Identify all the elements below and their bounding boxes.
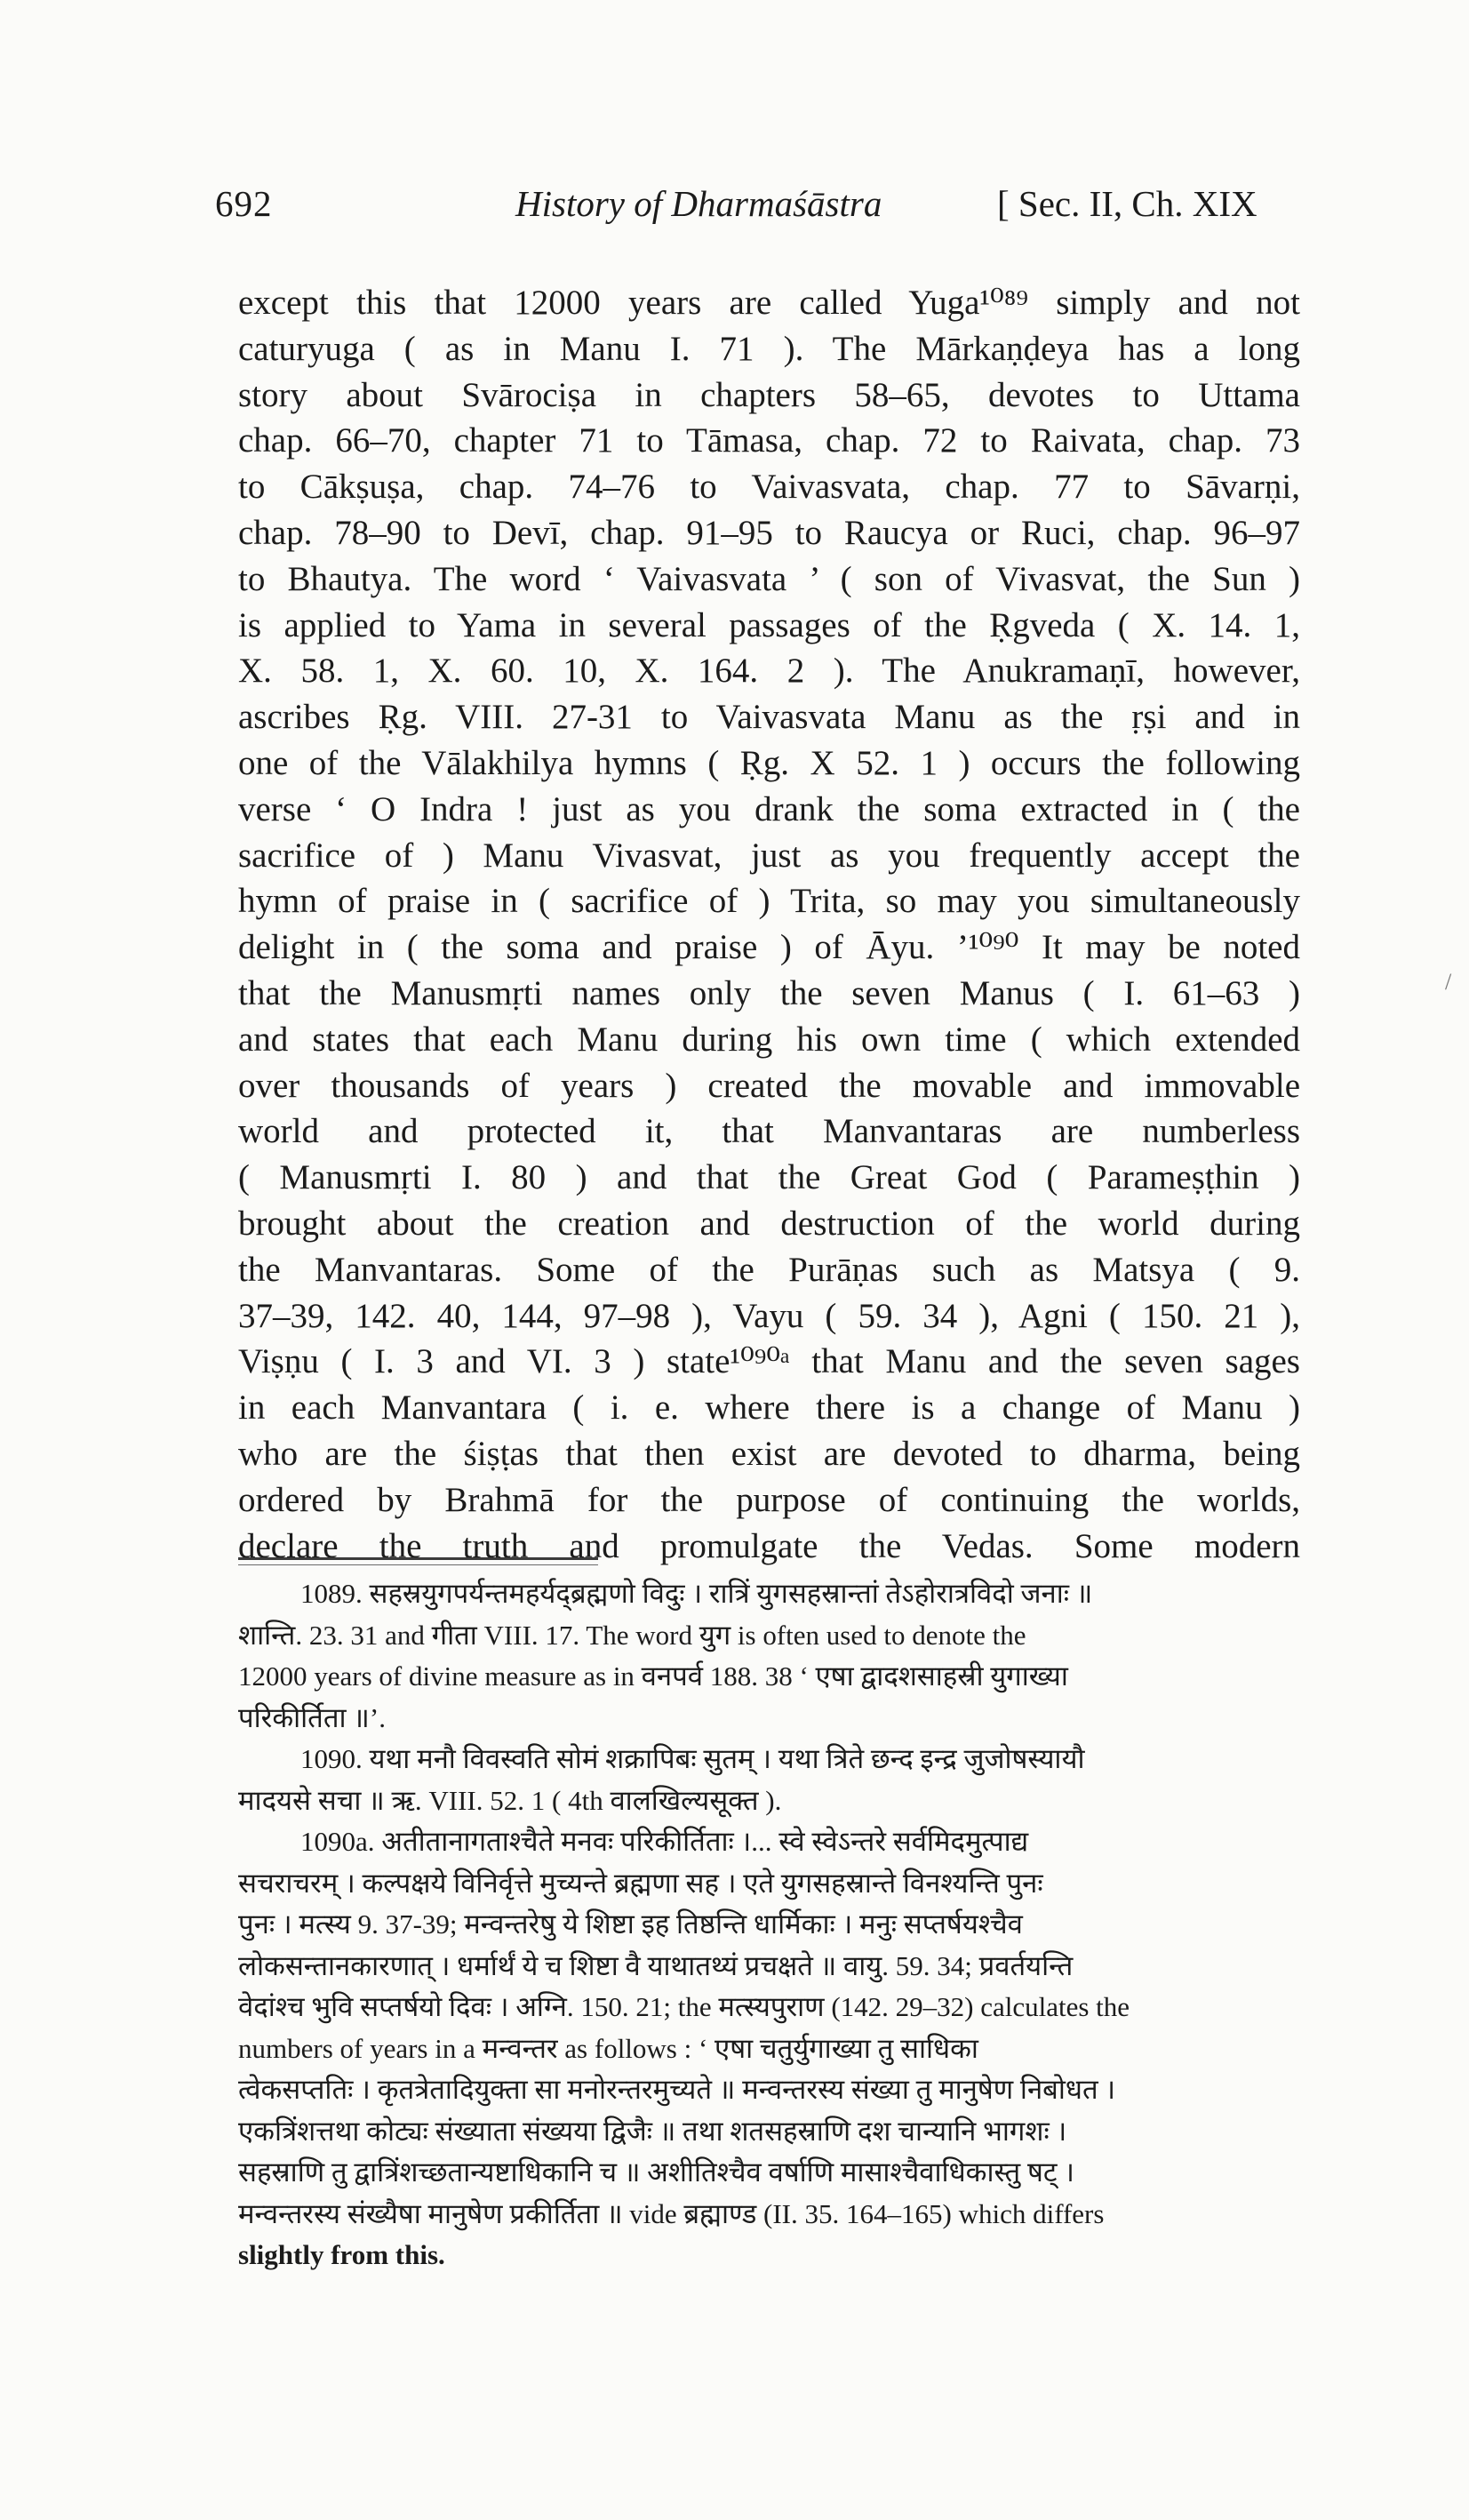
footnote-line: numbers of years in a मन्वन्तर as follows : ‘ एषा चतुर्युगाख्या तु साधिका [238,2032,978,2064]
body-line: X. 58. 1, X. 60. 10, X. 164. 2 ). The Anukramaṇī, however, [238,652,1300,691]
footnote-line: सचराचरम् । कल्पक्षये विनिर्वृत्ते मुच्यन्ते ब्रह्मणा सह । एते युगसहस्रान्ते विनश्यन्ति पुनः [238,1867,1043,1899]
page-number: 692 [215,183,273,224]
body-line: brought about the creation and destruction of the world during [238,1204,1300,1243]
footnote-1090: 1090. यथा मनौ विवस्वति सोमं शक्रापिबः सुतम् । यथा त्रिते छन्द इन्द्र जुजोषस्यायौ [300,1743,1085,1774]
body-line: ( Manusmṛti I. 80 ) and that the Great God ( Parameṣṭhin ) [238,1158,1300,1197]
body-line: to Bhautya. The word ‘ Vaivasvata ’ ( son of Vivasvat, the Sun ) [238,559,1300,598]
body-text [238,280,1300,1569]
body-line: declare the truth and promulgate the Vedas. Some modern [238,1526,1300,1565]
body-line: story about Svārociṣa in chapters 58–65, devotes to Uttama [238,375,1300,414]
body-line: 37–39, 142. 40, 144, 97–98 ), Vayu ( 59. 34 ), Agni ( 150. 21 ), [238,1296,1300,1335]
body-line: in each Manvantara ( i. e. where there is a change of Manu ) [238,1388,1300,1428]
footnote-1089: 1089. सहस्रयुगपर्यन्तमहर्यद्ब्रह्मणो विदुः । रात्रिं युगसहस्रान्तां तेऽहोरात्रविदो जनाः ॥ [300,1578,1093,1609]
body-line: the Manvantaras. Some of the Purāṇas such as Matsya ( 9. [238,1250,1300,1289]
footnote-line: लोकसन्तानकारणात् । धर्मार्थं ये च शिष्टा वै याथातथ्यं प्रचक्षते ॥ वायु. 59. 34; प्रवर्तयन्ति [238,1949,1074,1981]
body-line: and states that each Manu during his own time ( which extended [238,1020,1300,1059]
body-line: that the Manusmṛti names only the seven Manus ( I. 61–63 ) [238,973,1300,1012]
body-line: ordered by Brahmā for the purpose of continuing the worlds, [238,1480,1300,1519]
footnote-line: सहस्राणि तु द्वात्रिंशच्छतान्यष्टाधिकानि च ॥ अशीतिश्चैव वर्षाणि मासाश्चैवाधिकास्तु षट् । [238,2156,1075,2188]
section-reference: [ Sec. II, Ch. XIX [997,183,1257,224]
body-line: delight in ( the soma and praise ) of Āyu. ’¹⁰⁹⁰ It may be noted [238,928,1300,967]
footnote-line: एकत्रिंशत्तथा कोट्यः संख्याता संख्यया द्विजैः ॥ तथा शतसहस्राणि दश चान्यानि भागशः । [238,2115,1067,2147]
body-line: who are the śiṣṭas that then exist are devoted to dharma, being [238,1434,1300,1473]
body-line: chap. 78–90 to Devī, chap. 91–95 to Raucya or Ruci, chap. 96–97 [238,513,1300,552]
footnote-separator-secondary [238,1564,598,1565]
body-line: verse ‘ O Indra ! just as you drank the soma extracted in ( the [238,789,1300,828]
footnote-line: परिकीर्तिता ॥’. [238,1701,386,1733]
footnote-1090a: 1090a. अतीतानागताश्चैते मनवः परिकीर्तिताः ।... स्वे स्वेऽन्तरे सर्वमिदमुत्पाद्य [300,1826,1029,1857]
footnote-line: पुनः । मत्स्य 9. 37-39; मन्वन्तरेषु ये शिष्टा इह तिष्ठन्ति धार्मिकाः । मनुः सप्तर्षयश्चैव [238,1908,1023,1940]
footnote-separator [238,1557,598,1560]
body-line: to Cākṣuṣa, chap. 74–76 to Vaivasvata, chap. 77 to Sāvarṇi, [238,468,1300,507]
footnote-line: मन्वन्तरस्य संख्यैषा मानुषेण प्रकीर्तिता ॥ vide ब्रह्माण्ड (II. 35. 164–165) which differs [238,2197,1105,2229]
body-line: one of the Vālakhilya hymns ( Ṛg. X 52. 1 ) occurs the following [238,743,1300,782]
body-line: sacrifice of ) Manu Vivasvat, just as you frequently accept the [238,836,1300,875]
body-line: caturyuga ( as in Manu I. 71 ). The Mārkaṇḍeya has a long [238,329,1300,368]
footnote-line: वेदांश्च भुवि सप्तर्षयो दिवः । अग्नि. 150. 21; the मत्स्यपुराण (142. 29–32) calculates the [238,1991,1130,2022]
body-line: world and protected it, that Manvantaras are numberless [238,1112,1300,1151]
footnote-line: 12000 years of divine measure as in वनपर्व 188. 38 ‘ एषा द्वादशसाहस्री युगाख्या [238,1660,1068,1692]
body-line: Viṣṇu ( I. 3 and VI. 3 ) state¹⁰⁹⁰ᵃ that Manu and the seven sages [238,1342,1300,1381]
footnote-line: त्वेकसप्ततिः । कृतत्रेतादियुक्ता सा मनोरन्तरमुच्यते ॥ मन्वन्तरस्य संख्या तु मानुषेण निबोधत । [238,2074,1116,2105]
margin-mark: / [1445,969,1452,995]
body-line: except this that 12000 years are called Yuga¹⁰⁸⁹ simply and not [238,284,1300,322]
footnote-line: मादयसे सचा ॥ ऋ. VIII. 52. 1 ( 4th वालखिल्यसूक्त ). [238,1784,782,1816]
footnotes [238,1573,1305,2276]
body-line: hymn of praise in ( sacrifice of ) Trita, so may you simultaneously [238,882,1300,921]
footnote-line: शान्ति. 23. 31 and गीता VIII. 17. The word युग is often used to denote the [238,1619,1026,1651]
body-line: over thousands of years ) created the movable and immovable [238,1066,1300,1105]
body-line: ascribes Ṛg. VIII. 27-31 to Vaivasvata Manu as the ṛṣi and in [238,698,1300,737]
page-header [215,182,1336,236]
body-line: chap. 66–70, chapter 71 to Tāmasa, chap. 72 to Raivata, chap. 73 [238,421,1300,460]
footnote-line: slightly from this. [238,2239,445,2270]
running-title: History of Dharmaśāstra [515,183,882,224]
body-line: is applied to Yama in several passages of the Ṛgveda ( X. 14. 1, [238,605,1300,644]
